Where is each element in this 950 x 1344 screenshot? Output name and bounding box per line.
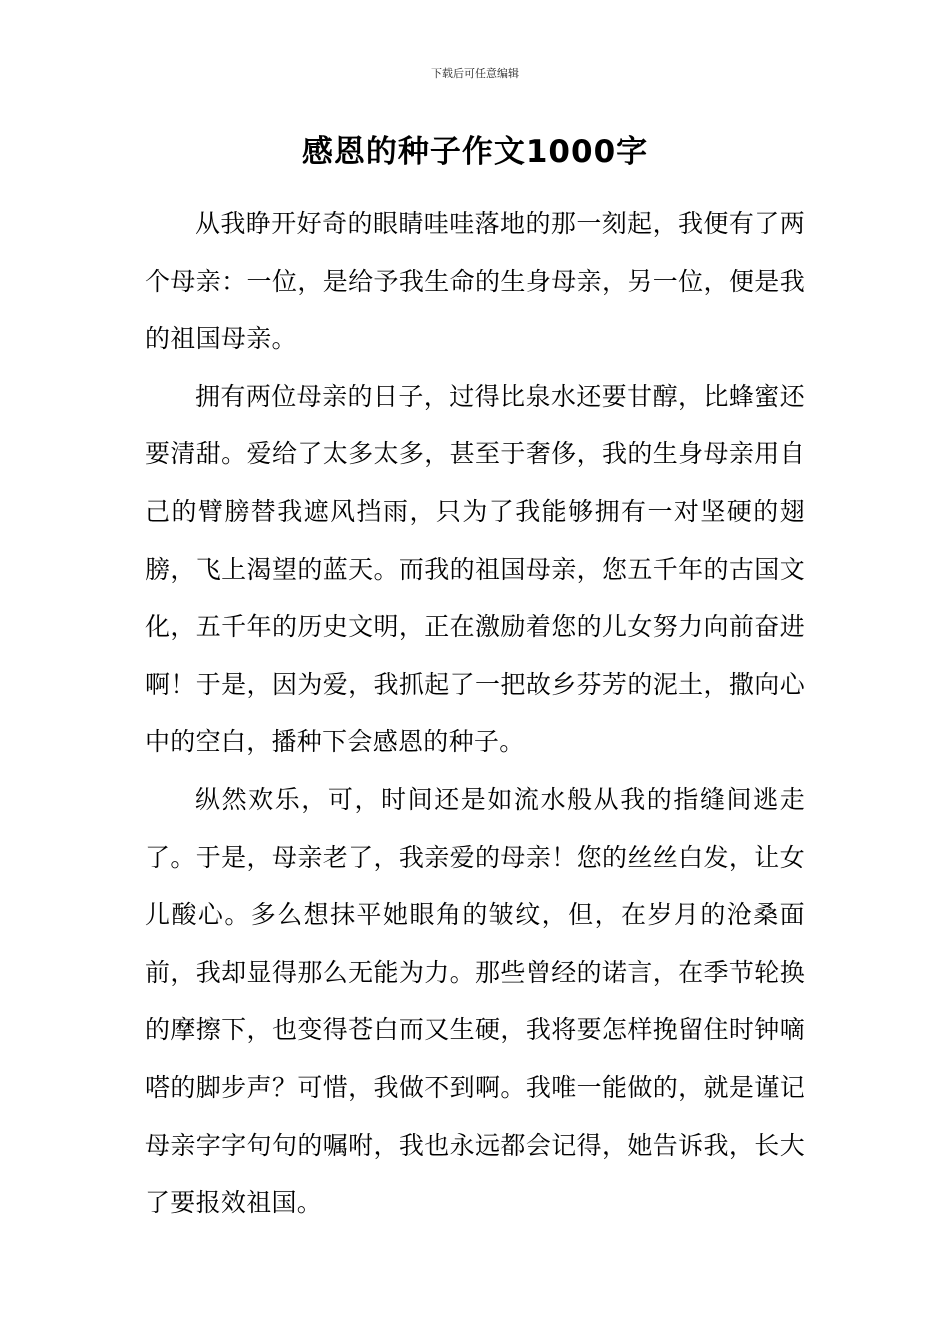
paragraph-2: 拥有两位母亲的日子，过得比泉水还要甘醇，比蜂蜜还要清甜。爱给了太多太多，甚至于奢侈，我的生身母亲用自己的臂膀替我遮风挡雨，只为了我能够拥有一对坚硬的翅膀，飞上渴望的蓝天。而我的祖国母亲，您五千年的古国文化，五千年的历史文明，正在激励着您的儿女努力向前奋进啊！于是，因为爱，我抓起了一把故乡芬芳的泥土，撒向心中的空白，播种下会感恩的种子。 — [145, 381, 805, 757]
document-body — [145, 195, 805, 1232]
header-note: 下载后可任意编辑 — [431, 67, 519, 80]
paragraph-3: 纵然欢乐，可，时间还是如流水般从我的指缝间逃走了。于是，母亲老了，我亲爱的母亲！您的丝丝白发，让女儿酸心。多么想抹平她眼角的皱纹，但，在岁月的沧桑面前，我却显得那么无能为力。那些曾经的诺言，在季节轮换的摩擦下，也变得苍白而又生硬，我将要怎样挽留住时钟嘀嗒的脚步声？可惜，我做不到啊。我唯一能做的，就是谨记母亲字字句句的嘱咐，我也永远都会记得，她告诉我，长大了要报效祖国。 — [145, 784, 805, 1218]
paragraph-1: 从我睁开好奇的眼睛哇哇落地的那一刻起，我便有了两个母亲：一位，是给予我生命的生身母亲，另一位，便是我的祖国母亲。 — [145, 209, 805, 354]
document-title: 感恩的种子作文1000字 — [301, 134, 649, 170]
